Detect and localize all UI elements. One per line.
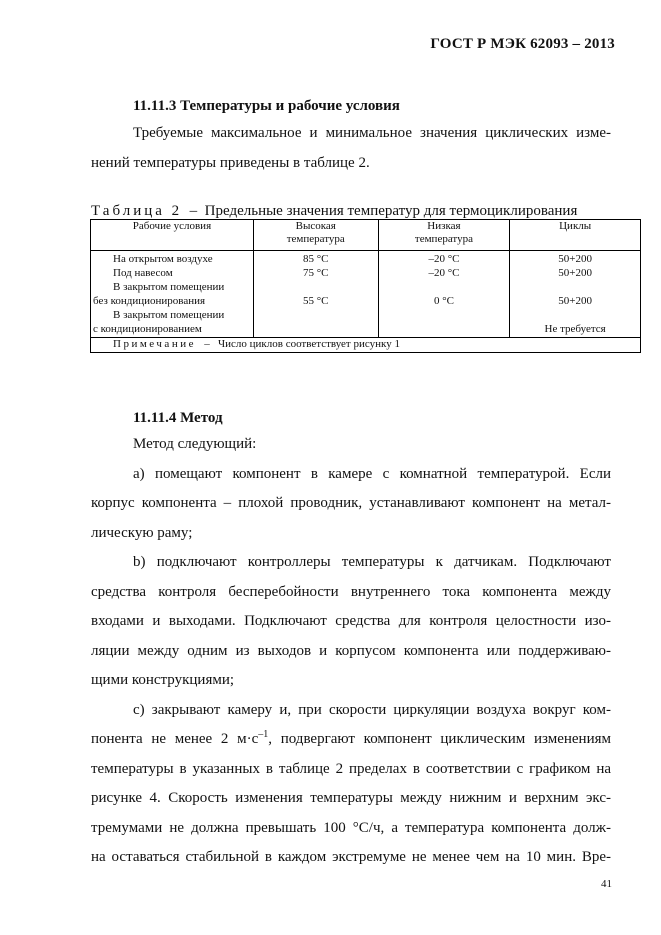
item-c-line: тремумами не должна превышать 100 °С/ч, а температура компонента долж-	[91, 819, 611, 836]
temperature-limits-table	[90, 219, 641, 353]
high-temp-cell: 55 °C	[302, 295, 329, 307]
method-intro: Метод следующий:	[133, 436, 257, 452]
high-temp-cell: 75 °C	[302, 267, 329, 279]
section-heading-temperatures: 11.11.3 Температуры и рабочие условия	[133, 98, 400, 114]
item-c-line: рисунке 4. Скорость изменения температуры между нижним и верхним экс-	[91, 790, 611, 806]
cycles-cell: 50+200	[558, 295, 592, 307]
note-dash: –	[204, 338, 210, 350]
cycles-cell: 50+200	[558, 253, 592, 265]
header-cycles: Циклы	[510, 220, 641, 251]
header-operating-conditions: Рабочие условия	[91, 220, 254, 251]
condition-cell: с кондиционированием	[93, 323, 202, 335]
condition-cell: Под навесом	[113, 267, 173, 279]
item-a-line: лическую раму;	[91, 524, 193, 541]
paragraph-line: Требуемые максимальное и минимальное значения циклических изме-	[133, 125, 611, 141]
method-body	[91, 430, 611, 873]
item-b-line: ляции между одним из выходов и корпусом компонента или поддерживаю-	[91, 642, 611, 659]
low-temperature-column	[378, 251, 510, 338]
table-caption	[91, 203, 577, 220]
table-header-row	[91, 220, 641, 251]
document-code-header: ГОСТ Р МЭК 62093 – 2013	[430, 36, 615, 52]
condition-cell: На открытом воздухе	[113, 253, 213, 265]
low-temp-cell	[381, 323, 508, 337]
note-text: Число циклов соответствует рисунку 1	[217, 338, 400, 350]
header-low-temperature: Низкая температура	[378, 220, 510, 251]
condition-cell: В закрытом помещении	[113, 281, 225, 293]
table-caption-dash: –	[189, 203, 198, 219]
high-temp-cell	[256, 323, 376, 337]
table-caption-title: Предельные значения температур для термоциклирования	[204, 203, 578, 219]
item-c-line: на оставаться стабильной в каждом экстремуме не менее чем на 10 мин. Вре-	[91, 849, 611, 865]
item-b-line: щими конструкциями;	[91, 672, 235, 688]
table-body	[91, 251, 641, 338]
item-b-line: средства контроля бесперебойности внутреннего тока компонента между	[91, 583, 611, 600]
conditions-column	[91, 251, 254, 338]
section-paragraph-temperatures	[91, 119, 611, 178]
item-b-line: b) подключают контроллеры температуры к датчикам. Подключают	[133, 554, 611, 570]
table-note	[91, 338, 641, 353]
section-heading-method: 11.11.4 Метод	[133, 410, 223, 426]
low-temp-cell: 0 °C	[433, 295, 454, 307]
condition-cell: В закрытом помещении	[113, 309, 225, 321]
condition-cell: без кондиционирования	[93, 295, 206, 307]
page-number: 41	[601, 878, 612, 890]
low-temp-cell: –20 °C	[428, 253, 460, 265]
header-high-temperature: Высокая температура	[253, 220, 378, 251]
high-temperature-column	[253, 251, 378, 338]
low-temp-cell: –20 °C	[428, 267, 460, 279]
table-caption-label: Таблица 2	[91, 203, 183, 219]
item-b-line: входами и выходами. Подключают средства для контроля целостности изо-	[91, 613, 611, 629]
item-a-line: корпус компонента – плохой проводник, устанавливают компонент на метал-	[91, 495, 611, 511]
cycles-cell: Не требуется	[544, 323, 606, 335]
high-temp-cell: 85 °C	[302, 253, 329, 265]
item-c-line: температуры в указанных в таблице 2 пределах в соответствии с графиком на	[91, 760, 611, 777]
note-label: Примечание	[113, 338, 196, 350]
item-a-line: а) помещают компонент в камере с комнатной температурой. Если	[133, 465, 611, 482]
paragraph-line: нений температуры приведены в таблице 2.	[91, 154, 370, 171]
cycles-cell: 50+200	[558, 267, 592, 279]
item-c-line: понента не менее 2 $м\cdot с^{-1}$, подвергают компонент циклическим изменениям	[91, 729, 612, 747]
table-note-row	[91, 338, 641, 353]
item-c-line: с) закрывают камеру и, при скорости циркуляции воздуха вокруг ком-	[133, 701, 611, 718]
cycles-column	[510, 251, 641, 338]
